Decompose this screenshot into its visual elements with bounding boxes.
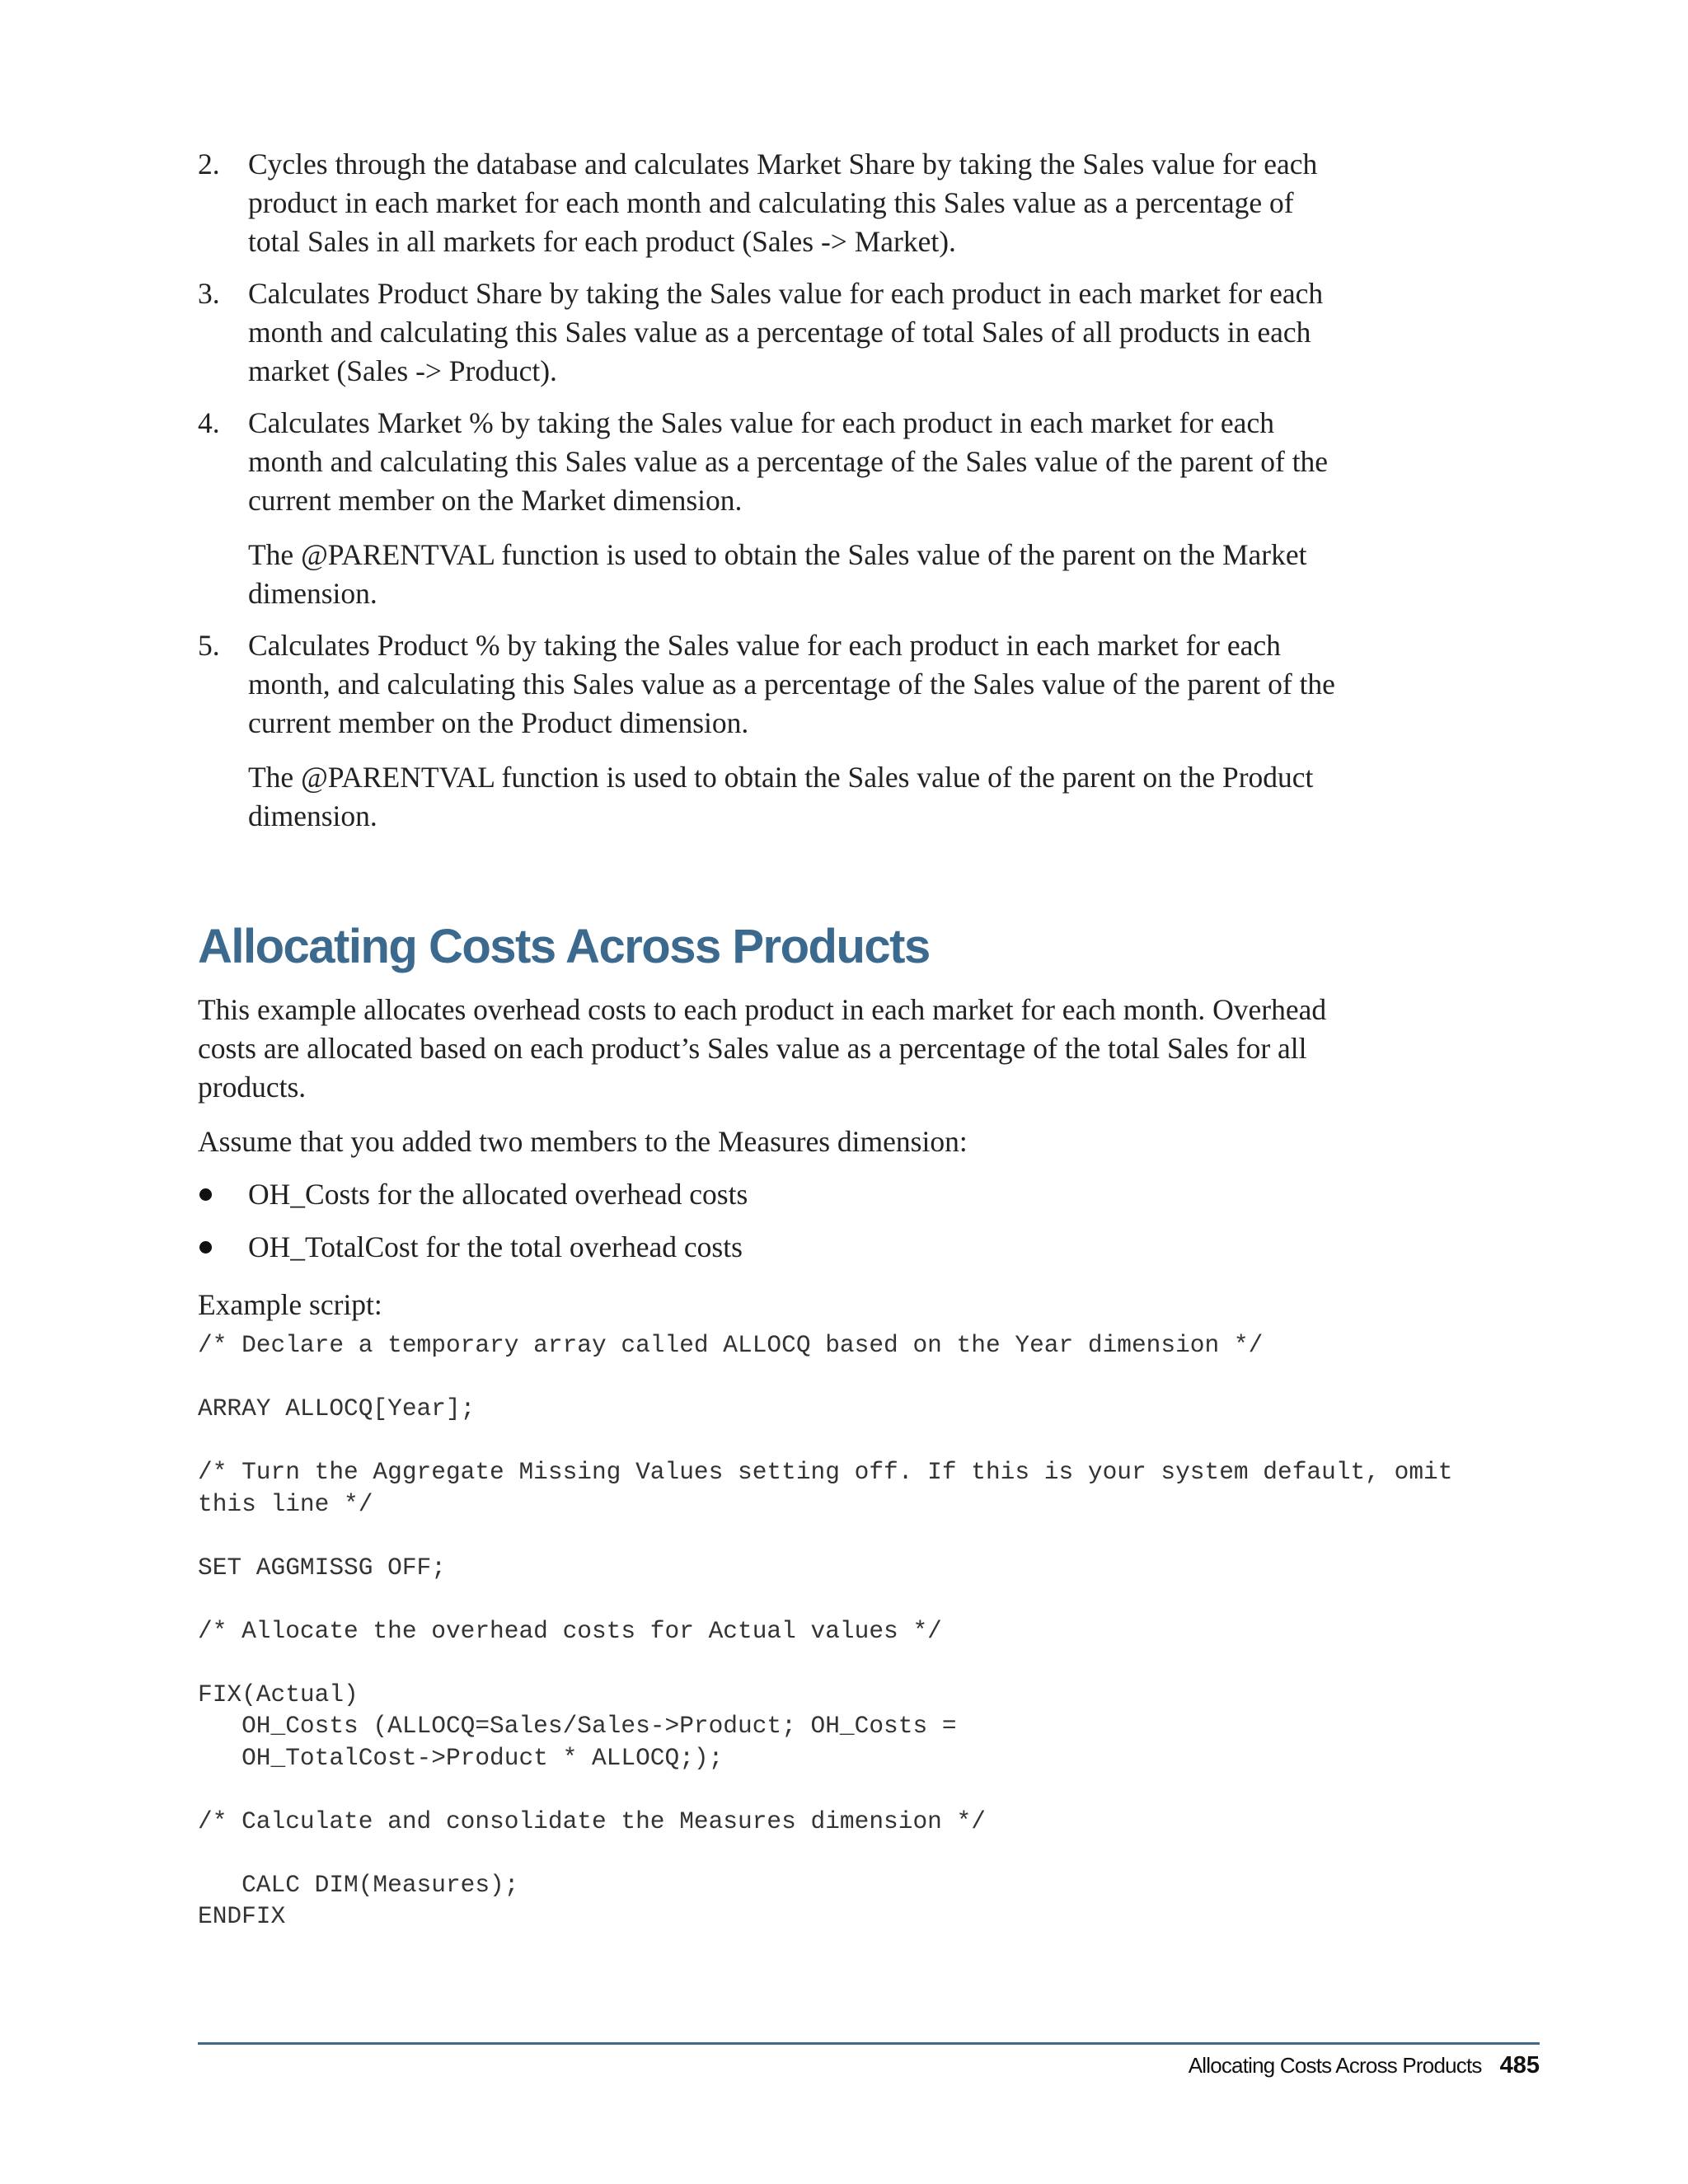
example-label: Example script: [198, 1288, 382, 1321]
step-text: Cycles through the database and calculates Market Share by taking the Sales value for each product in each market for each month and calculating this Sales value as a percentage of total Sales in all markets for each product (Sales -> Market). [248, 148, 1318, 258]
list-item [198, 626, 1348, 836]
footer-section-title: Allocating Costs Across Products [1188, 2053, 1482, 2078]
bullet-icon [198, 1175, 248, 1214]
step-text: Calculates Product % by taking the Sales value for each product in each market for each month, and calculating this Sales value as a percentage of the Sales value of the parent of the current member on the Product dimension. [248, 629, 1335, 739]
assume-paragraph: Assume that you added two members to the Measures dimension: [198, 1125, 968, 1158]
bullet-item [198, 1175, 1452, 1214]
step-note: The @PARENTVAL function is used to obtain the Sales value of the parent on the Product dimension. [248, 761, 1314, 832]
footer-rule [198, 2042, 1540, 2045]
bullet-text: OH_TotalCost for the total overhead costs [248, 1230, 743, 1263]
step-number: 4. [198, 406, 220, 439]
bullet-list [198, 1175, 1452, 1267]
page-number: 485 [1499, 2052, 1540, 2079]
list-item [198, 404, 1348, 613]
page-footer [1189, 2052, 1540, 2079]
step-number: 2. [198, 148, 220, 180]
steps-list [198, 145, 1352, 836]
step-note: The @PARENTVAL function is used to obtain the Sales value of the parent on the Market dimension. [248, 538, 1307, 610]
section-heading: Allocating Costs Across Products [198, 920, 930, 973]
code-block: /* Declare a temporary array called ALLOCQ based on the Year dimension */ ARRAY ALLOCQ[Year]; /* Turn the Aggregate Missing Values setting off. If this is your system default, omit this line */ SET AGGMISSG OFF; /* Allocate the overhead costs for Actual values */ FIX(Actual) OH_Costs (ALLOCQ=Sales/Sales->Product; OH_Costs = OH_TotalCost->Product * ALLOCQ;); /* Calculate and consolidate the Measures dimension */ CALC DIM(Measures); ENDFIX [198, 1331, 1453, 1930]
step-text: Calculates Market % by taking the Sales value for each product in each market for each month and calculating this Sales value as a percentage of the Sales value of the parent of the current member on the Market dimension. [248, 406, 1329, 517]
section-body [198, 991, 1452, 1933]
bullet-text: OH_Costs for the allocated overhead costs [248, 1178, 748, 1211]
bullet-icon [198, 1228, 248, 1267]
list-item [198, 145, 1348, 261]
page-content [198, 145, 1453, 1930]
step-text: Calculates Product Share by taking the Sales value for each product in each market for each month and calculating this Sales value as a percentage of total Sales of all products in each market (Sales -> Product). [248, 277, 1324, 387]
list-item [198, 274, 1348, 391]
bullet-item [198, 1228, 1452, 1267]
step-number: 5. [198, 629, 220, 662]
step-number: 3. [198, 277, 220, 310]
intro-paragraph: This example allocates overhead costs to each product in each market for each month. Overhead costs are allocated based on each product’s Sales value as a percentage of the total Sales for all products. [198, 993, 1327, 1104]
